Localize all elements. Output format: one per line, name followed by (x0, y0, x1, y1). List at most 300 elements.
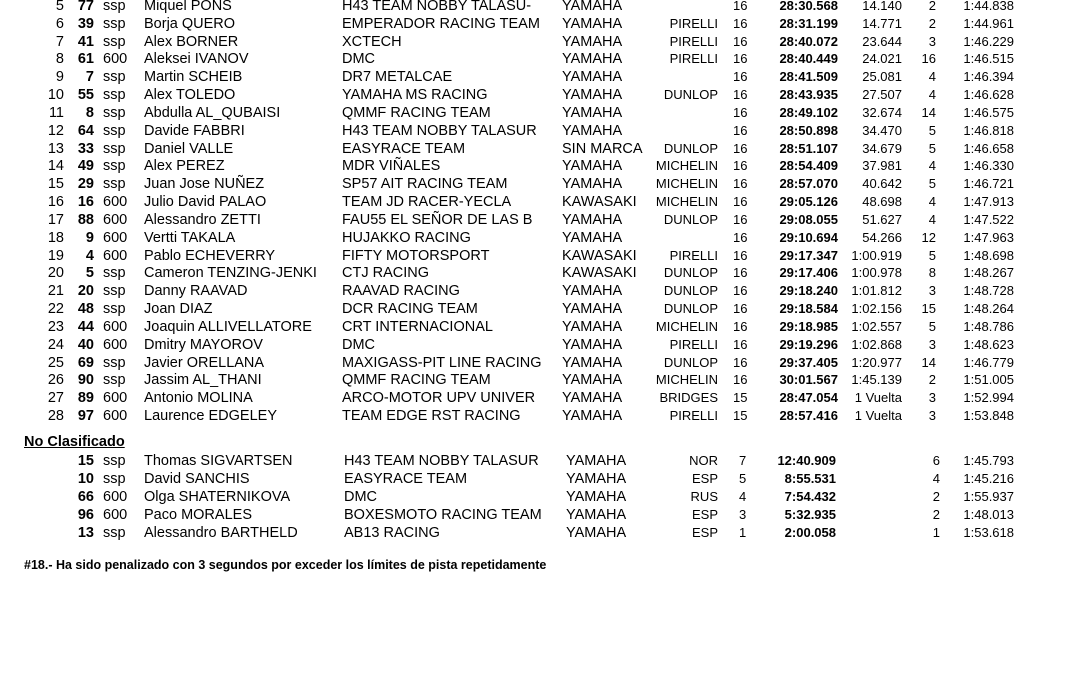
category-cell: ssp (103, 15, 126, 32)
position-cell: 11 (48, 104, 64, 121)
position-cell: 26 (47, 372, 64, 389)
motorcycle-cell: YAMAHA (562, 336, 623, 353)
position-cell: 9 (55, 69, 64, 86)
total-time-cell: 29:17.347 (779, 247, 838, 263)
rider-name-cell: Joaquin ALLIVELLATORE (144, 318, 312, 335)
tyre-brand-cell: DUNLOP (663, 265, 718, 281)
table-row (0, 50, 1080, 68)
table-row (0, 68, 1080, 86)
position-cell: 28 (47, 408, 64, 425)
motorcycle-cell: YAMAHA (562, 390, 623, 407)
best-lap-number-cell: 6 (932, 453, 940, 468)
rider-name-cell: Antonio MOLINA (144, 390, 253, 407)
gap-cell: 1:02.868 (851, 336, 902, 352)
rider-name-cell: Pablo ECHEVERRY (144, 247, 276, 264)
motorcycle-cell: YAMAHA (566, 471, 627, 487)
team-cell: EASYRACE TEAM (344, 471, 468, 487)
motorcycle-cell: YAMAHA (562, 87, 623, 104)
best-lap-time-cell: 1:46.818 (963, 122, 1014, 138)
table-row (0, 488, 1080, 506)
gap-cell: 34.470 (862, 122, 902, 138)
laps-cell: 16 (733, 211, 748, 227)
team-cell: CTJ RACING (342, 265, 429, 282)
best-lap-number-cell: 4 (928, 69, 936, 85)
gap-cell: 1:02.156 (851, 301, 902, 317)
gap-cell: 37.981 (862, 158, 902, 174)
rider-name-cell: Cameron TENZING-JENKI (144, 265, 317, 282)
rider-number-cell: 69 (77, 354, 94, 371)
position-cell: 8 (55, 51, 64, 68)
laps-cell: 1 (739, 525, 747, 540)
laps-cell: 16 (733, 33, 748, 49)
category-cell: 600 (103, 489, 128, 505)
best-lap-time-cell: 1:46.779 (963, 354, 1014, 370)
best-lap-time-cell: 1:48.623 (963, 336, 1014, 352)
category-cell: ssp (103, 87, 126, 104)
motorcycle-cell: YAMAHA (562, 158, 623, 175)
tyre-brand-cell: DUNLOP (663, 211, 718, 227)
category-cell: ssp (103, 525, 126, 541)
position-cell: 6 (55, 15, 64, 32)
position-cell: 15 (47, 176, 64, 193)
team-cell: EMPERADOR RACING TEAM (342, 15, 540, 32)
total-time-cell: 28:31.199 (779, 15, 838, 31)
position-cell: 21 (47, 283, 64, 300)
motorcycle-cell: YAMAHA (566, 453, 627, 469)
gap-cell: 1:00.978 (851, 265, 902, 281)
table-row (0, 354, 1080, 372)
rider-number-cell: 66 (77, 489, 94, 505)
laps-cell: 5 (739, 471, 747, 486)
rider-number-cell: 40 (77, 336, 94, 353)
total-time-cell: 28:50.898 (779, 122, 838, 138)
best-lap-number-cell: 14 (921, 354, 936, 370)
tyre-brand-cell: DUNLOP (663, 283, 718, 299)
table-row (0, 247, 1080, 265)
position-cell: 23 (47, 318, 64, 335)
team-cell: FIFTY MOTORSPORT (342, 247, 490, 264)
best-lap-number-cell: 3 (928, 408, 936, 424)
rider-name-cell: Daniel VALLE (144, 140, 234, 157)
rider-name-cell: Alex PEREZ (144, 158, 225, 175)
motorcycle-cell: YAMAHA (562, 51, 623, 68)
laps-cell: 15 (733, 408, 748, 424)
table-row (0, 282, 1080, 300)
best-lap-time-cell: 1:46.515 (963, 51, 1014, 67)
not-classified-heading: No Clasificado (24, 434, 125, 450)
motorcycle-cell: YAMAHA (562, 122, 623, 139)
rider-number-cell: 61 (77, 51, 94, 68)
motorcycle-cell: YAMAHA (562, 283, 623, 300)
position-cell: 19 (47, 247, 64, 264)
table-row (0, 104, 1080, 122)
best-lap-number-cell: 2 (928, 0, 936, 13)
motorcycle-cell: YAMAHA (566, 525, 627, 541)
total-time-cell: 5:32.935 (784, 507, 836, 522)
table-row (0, 407, 1080, 425)
rider-number-cell: 4 (85, 247, 94, 264)
laps-cell: 3 (739, 507, 747, 522)
rider-number-cell: 41 (77, 33, 94, 50)
gap-cell: 1:00.919 (851, 247, 902, 263)
position-cell: 27 (47, 390, 64, 407)
category-cell: ssp (103, 471, 126, 487)
table-row (0, 371, 1080, 389)
laps-cell: 16 (733, 176, 748, 192)
best-lap-time-cell: 1:44.838 (963, 0, 1014, 13)
category-cell: 600 (103, 229, 128, 246)
total-time-cell: 28:40.072 (779, 33, 838, 49)
best-lap-time-cell: 1:45.793 (963, 453, 1014, 468)
best-lap-time-cell: 1:53.618 (963, 525, 1014, 540)
gap-cell: 25.081 (862, 69, 902, 85)
rider-name-cell: Abdulla AL_QUBAISI (144, 104, 281, 121)
total-time-cell: 29:10.694 (779, 229, 838, 245)
best-lap-time-cell: 1:46.394 (963, 69, 1014, 85)
category-cell: ssp (103, 372, 126, 389)
tyre-brand-cell: MICHELIN (655, 176, 718, 192)
laps-cell: 16 (733, 283, 748, 299)
rider-name-cell: Javier ORELLANA (144, 354, 265, 371)
rider-name-cell: Laurence EDGELEY (144, 408, 277, 425)
total-time-cell: 29:18.584 (779, 301, 838, 317)
best-lap-number-cell: 5 (928, 318, 936, 334)
best-lap-number-cell: 2 (932, 489, 940, 504)
best-lap-time-cell: 1:45.216 (963, 471, 1014, 486)
rider-number-cell: 97 (77, 408, 94, 425)
gap-cell: 40.642 (862, 176, 902, 192)
team-cell: TEAM EDGE RST RACING (342, 408, 521, 425)
rider-number-cell: 8 (85, 104, 94, 121)
best-lap-time-cell: 1:46.229 (963, 33, 1014, 49)
best-lap-number-cell: 15 (921, 301, 936, 317)
category-cell: ssp (103, 122, 126, 139)
position-cell: 17 (47, 211, 64, 228)
laps-cell: 16 (733, 336, 748, 352)
team-cell: MDR VIÑALES (342, 158, 441, 175)
total-time-cell: 29:18.985 (779, 318, 838, 334)
rider-name-cell: Aleksei IVANOV (144, 51, 249, 68)
tyre-brand-cell: PIRELLI (669, 336, 718, 352)
tyre-brand-cell: PIRELLI (669, 51, 718, 67)
rider-name-cell: David SANCHIS (144, 471, 250, 487)
team-cell: DMC (344, 489, 378, 505)
category-cell: 600 (103, 390, 128, 407)
table-row (0, 140, 1080, 158)
best-lap-time-cell: 1:47.913 (963, 194, 1014, 210)
total-time-cell: 8:55.531 (784, 471, 836, 486)
best-lap-number-cell: 12 (921, 229, 936, 245)
team-cell: FAU55 EL SEÑOR DE LAS B (342, 211, 533, 228)
table-row (0, 506, 1080, 524)
table-row (0, 229, 1080, 247)
table-row (0, 336, 1080, 354)
best-lap-number-cell: 14 (921, 104, 936, 120)
table-row (0, 389, 1080, 407)
motorcycle-cell: YAMAHA (562, 69, 623, 86)
best-lap-time-cell: 1:48.728 (963, 283, 1014, 299)
laps-cell: 16 (733, 372, 748, 388)
laps-cell: 16 (733, 87, 748, 103)
best-lap-number-cell: 8 (928, 265, 936, 281)
position-cell: 14 (47, 158, 64, 175)
team-cell: H43 TEAM NOBBY TALASU- (342, 0, 532, 14)
laps-cell: 16 (733, 301, 748, 317)
motorcycle-cell: KAWASAKI (562, 194, 637, 211)
best-lap-time-cell: 1:46.575 (963, 104, 1014, 120)
total-time-cell: 30:01.567 (779, 372, 838, 388)
laps-cell: 7 (739, 453, 747, 468)
nationality-cell: RUS (690, 489, 718, 504)
nationality-cell: ESP (691, 507, 718, 522)
team-cell: QMMF RACING TEAM (342, 104, 491, 121)
motorcycle-cell: YAMAHA (562, 104, 623, 121)
gap-cell: 24.021 (862, 51, 902, 67)
gap-cell: 48.698 (862, 194, 902, 210)
team-cell: YAMAHA MS RACING (342, 87, 488, 104)
position-cell: 16 (47, 194, 64, 211)
laps-cell: 16 (733, 247, 748, 263)
total-time-cell: 28:30.568 (779, 0, 838, 13)
total-time-cell: 28:57.416 (779, 408, 838, 424)
nationality-cell: ESP (691, 525, 718, 540)
team-cell: BOXESMOTO RACING TEAM (344, 507, 542, 523)
total-time-cell: 28:51.107 (779, 140, 838, 156)
rider-number-cell: 9 (85, 229, 94, 246)
team-cell: DR7 METALCAE (342, 69, 453, 86)
rider-number-cell: 96 (77, 507, 94, 523)
total-time-cell: 29:37.405 (779, 354, 838, 370)
motorcycle-cell: YAMAHA (562, 408, 623, 425)
rider-name-cell: Borja QUERO (144, 15, 236, 32)
best-lap-number-cell: 4 (928, 158, 936, 174)
category-cell: 600 (103, 194, 128, 211)
nationality-cell: NOR (689, 453, 718, 468)
category-cell: 600 (103, 211, 128, 228)
laps-cell: 16 (733, 51, 748, 67)
motorcycle-cell: SIN MARCA (562, 140, 643, 157)
total-time-cell: 2:00.058 (784, 525, 836, 540)
total-time-cell: 28:49.102 (779, 104, 838, 120)
best-lap-number-cell: 1 (932, 525, 940, 540)
table-row (0, 157, 1080, 175)
best-lap-time-cell: 1:48.786 (963, 318, 1014, 334)
gap-cell: 51.627 (862, 211, 902, 227)
total-time-cell: 12:40.909 (777, 453, 836, 468)
best-lap-number-cell: 2 (928, 15, 936, 31)
total-time-cell: 28:47.054 (779, 390, 838, 406)
category-cell: 600 (103, 507, 128, 523)
team-cell: QMMF RACING TEAM (342, 372, 491, 389)
best-lap-number-cell: 3 (928, 283, 936, 299)
best-lap-time-cell: 1:44.961 (963, 15, 1014, 31)
position-cell: 13 (47, 140, 64, 157)
best-lap-number-cell: 16 (921, 51, 936, 67)
laps-cell: 16 (733, 158, 748, 174)
gap-cell: 23.644 (862, 33, 902, 49)
rider-name-cell: Miquel PONS (144, 0, 232, 14)
tyre-brand-cell: BRIDGES (659, 390, 718, 406)
team-cell: TEAM JD RACER-YECLA (342, 194, 512, 211)
best-lap-number-cell: 5 (928, 247, 936, 263)
motorcycle-cell: YAMAHA (562, 176, 623, 193)
total-time-cell: 28:54.409 (779, 158, 838, 174)
motorcycle-cell: YAMAHA (566, 507, 627, 523)
tyre-brand-cell: PIRELLI (669, 33, 718, 49)
total-time-cell: 28:40.449 (779, 51, 838, 67)
total-time-cell: 28:41.509 (779, 69, 838, 85)
best-lap-time-cell: 1:46.721 (963, 176, 1014, 192)
category-cell: 600 (103, 247, 128, 264)
table-row (0, 33, 1080, 51)
team-cell: H43 TEAM NOBBY TALASUR (342, 122, 537, 139)
category-cell: ssp (103, 354, 126, 371)
best-lap-number-cell: 4 (932, 471, 940, 486)
rider-number-cell: 33 (77, 140, 94, 157)
team-cell: MAXIGASS-PIT LINE RACING (342, 354, 542, 371)
rider-name-cell: Vertti TAKALA (144, 229, 236, 246)
rider-name-cell: Paco MORALES (144, 507, 252, 523)
category-cell: 600 (103, 408, 128, 425)
gap-cell: 1:20.977 (851, 354, 902, 370)
table-row (0, 452, 1080, 470)
motorcycle-cell: YAMAHA (562, 372, 623, 389)
laps-cell: 16 (733, 318, 748, 334)
rider-number-cell: 5 (85, 265, 94, 282)
best-lap-number-cell: 4 (928, 194, 936, 210)
laps-cell: 16 (733, 104, 748, 120)
table-row (0, 524, 1080, 542)
total-time-cell: 29:18.240 (779, 283, 838, 299)
rider-number-cell: 55 (77, 87, 94, 104)
rider-name-cell: Jassim AL_THANI (144, 372, 262, 389)
total-time-cell: 29:19.296 (779, 336, 838, 352)
category-cell: ssp (103, 265, 126, 282)
tyre-brand-cell: MICHELIN (655, 158, 718, 174)
rider-name-cell: Dmitry MAYOROV (144, 336, 263, 353)
motorcycle-cell: YAMAHA (562, 229, 623, 246)
position-cell: 10 (47, 87, 64, 104)
rider-number-cell: 16 (77, 194, 94, 211)
category-cell: 600 (103, 318, 128, 335)
category-cell: ssp (103, 176, 126, 193)
position-cell: 20 (47, 265, 64, 282)
category-cell: ssp (103, 453, 126, 469)
best-lap-number-cell: 5 (928, 140, 936, 156)
motorcycle-cell: YAMAHA (562, 33, 623, 50)
team-cell: ARCO-MOTOR UPV UNIVER (342, 390, 536, 407)
laps-cell: 16 (733, 0, 748, 13)
best-lap-number-cell: 3 (928, 33, 936, 49)
best-lap-time-cell: 1:48.264 (963, 301, 1014, 317)
rider-number-cell: 49 (77, 158, 94, 175)
position-cell: 24 (47, 336, 64, 353)
gap-cell: 14.771 (862, 15, 902, 31)
laps-cell: 16 (733, 265, 748, 281)
tyre-brand-cell: DUNLOP (663, 87, 718, 103)
table-row (0, 470, 1080, 488)
total-time-cell: 29:17.406 (779, 265, 838, 281)
tyre-brand-cell: DUNLOP (663, 301, 718, 317)
best-lap-time-cell: 1:48.013 (963, 507, 1014, 522)
tyre-brand-cell: PIRELLI (669, 15, 718, 31)
best-lap-time-cell: 1:48.698 (963, 247, 1014, 263)
category-cell: ssp (103, 158, 126, 175)
total-time-cell: 29:05.126 (779, 194, 838, 210)
position-cell: 5 (55, 0, 64, 14)
table-row (0, 264, 1080, 282)
best-lap-number-cell: 3 (928, 390, 936, 406)
best-lap-number-cell: 4 (928, 87, 936, 103)
best-lap-time-cell: 1:46.658 (963, 140, 1014, 156)
table-row (0, 300, 1080, 318)
team-cell: SP57 AIT RACING TEAM (342, 176, 508, 193)
gap-cell: 1:45.139 (851, 372, 902, 388)
gap-cell: 1 Vuelta (854, 408, 902, 424)
total-time-cell: 28:43.935 (779, 87, 838, 103)
gap-cell: 34.679 (862, 140, 902, 156)
rider-number-cell: 89 (77, 390, 94, 407)
laps-cell: 16 (733, 354, 748, 370)
team-cell: CRT INTERNACIONAL (342, 318, 493, 335)
best-lap-number-cell: 4 (928, 211, 936, 227)
laps-cell: 16 (733, 69, 748, 85)
best-lap-number-cell: 2 (932, 507, 940, 522)
position-cell: 18 (47, 229, 64, 246)
table-row (0, 211, 1080, 229)
rider-name-cell: Juan Jose NUÑEZ (144, 176, 265, 193)
motorcycle-cell: YAMAHA (562, 0, 623, 14)
tyre-brand-cell: DUNLOP (663, 354, 718, 370)
best-lap-time-cell: 1:47.963 (963, 229, 1014, 245)
best-lap-time-cell: 1:46.330 (963, 158, 1014, 174)
position-cell: 25 (47, 354, 64, 371)
laps-cell: 16 (733, 15, 748, 31)
motorcycle-cell: KAWASAKI (562, 247, 637, 264)
tyre-brand-cell: MICHELIN (655, 194, 718, 210)
table-row (0, 15, 1080, 33)
laps-cell: 16 (733, 194, 748, 210)
rider-name-cell: Alessandro ZETTI (144, 211, 261, 228)
best-lap-number-cell: 5 (928, 176, 936, 192)
best-lap-time-cell: 1:55.937 (963, 489, 1014, 504)
motorcycle-cell: YAMAHA (562, 15, 623, 32)
total-time-cell: 29:08.055 (779, 211, 838, 227)
gap-cell: 1:01.812 (851, 283, 902, 299)
laps-cell: 4 (739, 489, 747, 504)
gap-cell: 1:02.557 (851, 318, 902, 334)
rider-name-cell: Alex TOLEDO (144, 87, 236, 104)
rider-number-cell: 44 (77, 318, 94, 335)
motorcycle-cell: YAMAHA (562, 354, 623, 371)
team-cell: EASYRACE TEAM (342, 140, 466, 157)
table-row (0, 86, 1080, 104)
rider-name-cell: Martin SCHEIB (144, 69, 243, 86)
table-row (0, 122, 1080, 140)
position-cell: 22 (47, 301, 64, 318)
rider-name-cell: Thomas SIGVARTSEN (144, 453, 293, 469)
rider-number-cell: 64 (77, 122, 94, 139)
rider-number-cell: 10 (77, 471, 94, 487)
team-cell: DMC (342, 336, 376, 353)
tyre-brand-cell: DUNLOP (663, 140, 718, 156)
rider-number-cell: 15 (77, 453, 94, 469)
category-cell: ssp (103, 69, 126, 86)
category-cell: ssp (103, 0, 126, 14)
total-time-cell: 7:54.432 (784, 489, 836, 504)
team-cell: HUJAKKO RACING (342, 229, 471, 246)
category-cell: ssp (103, 283, 126, 300)
